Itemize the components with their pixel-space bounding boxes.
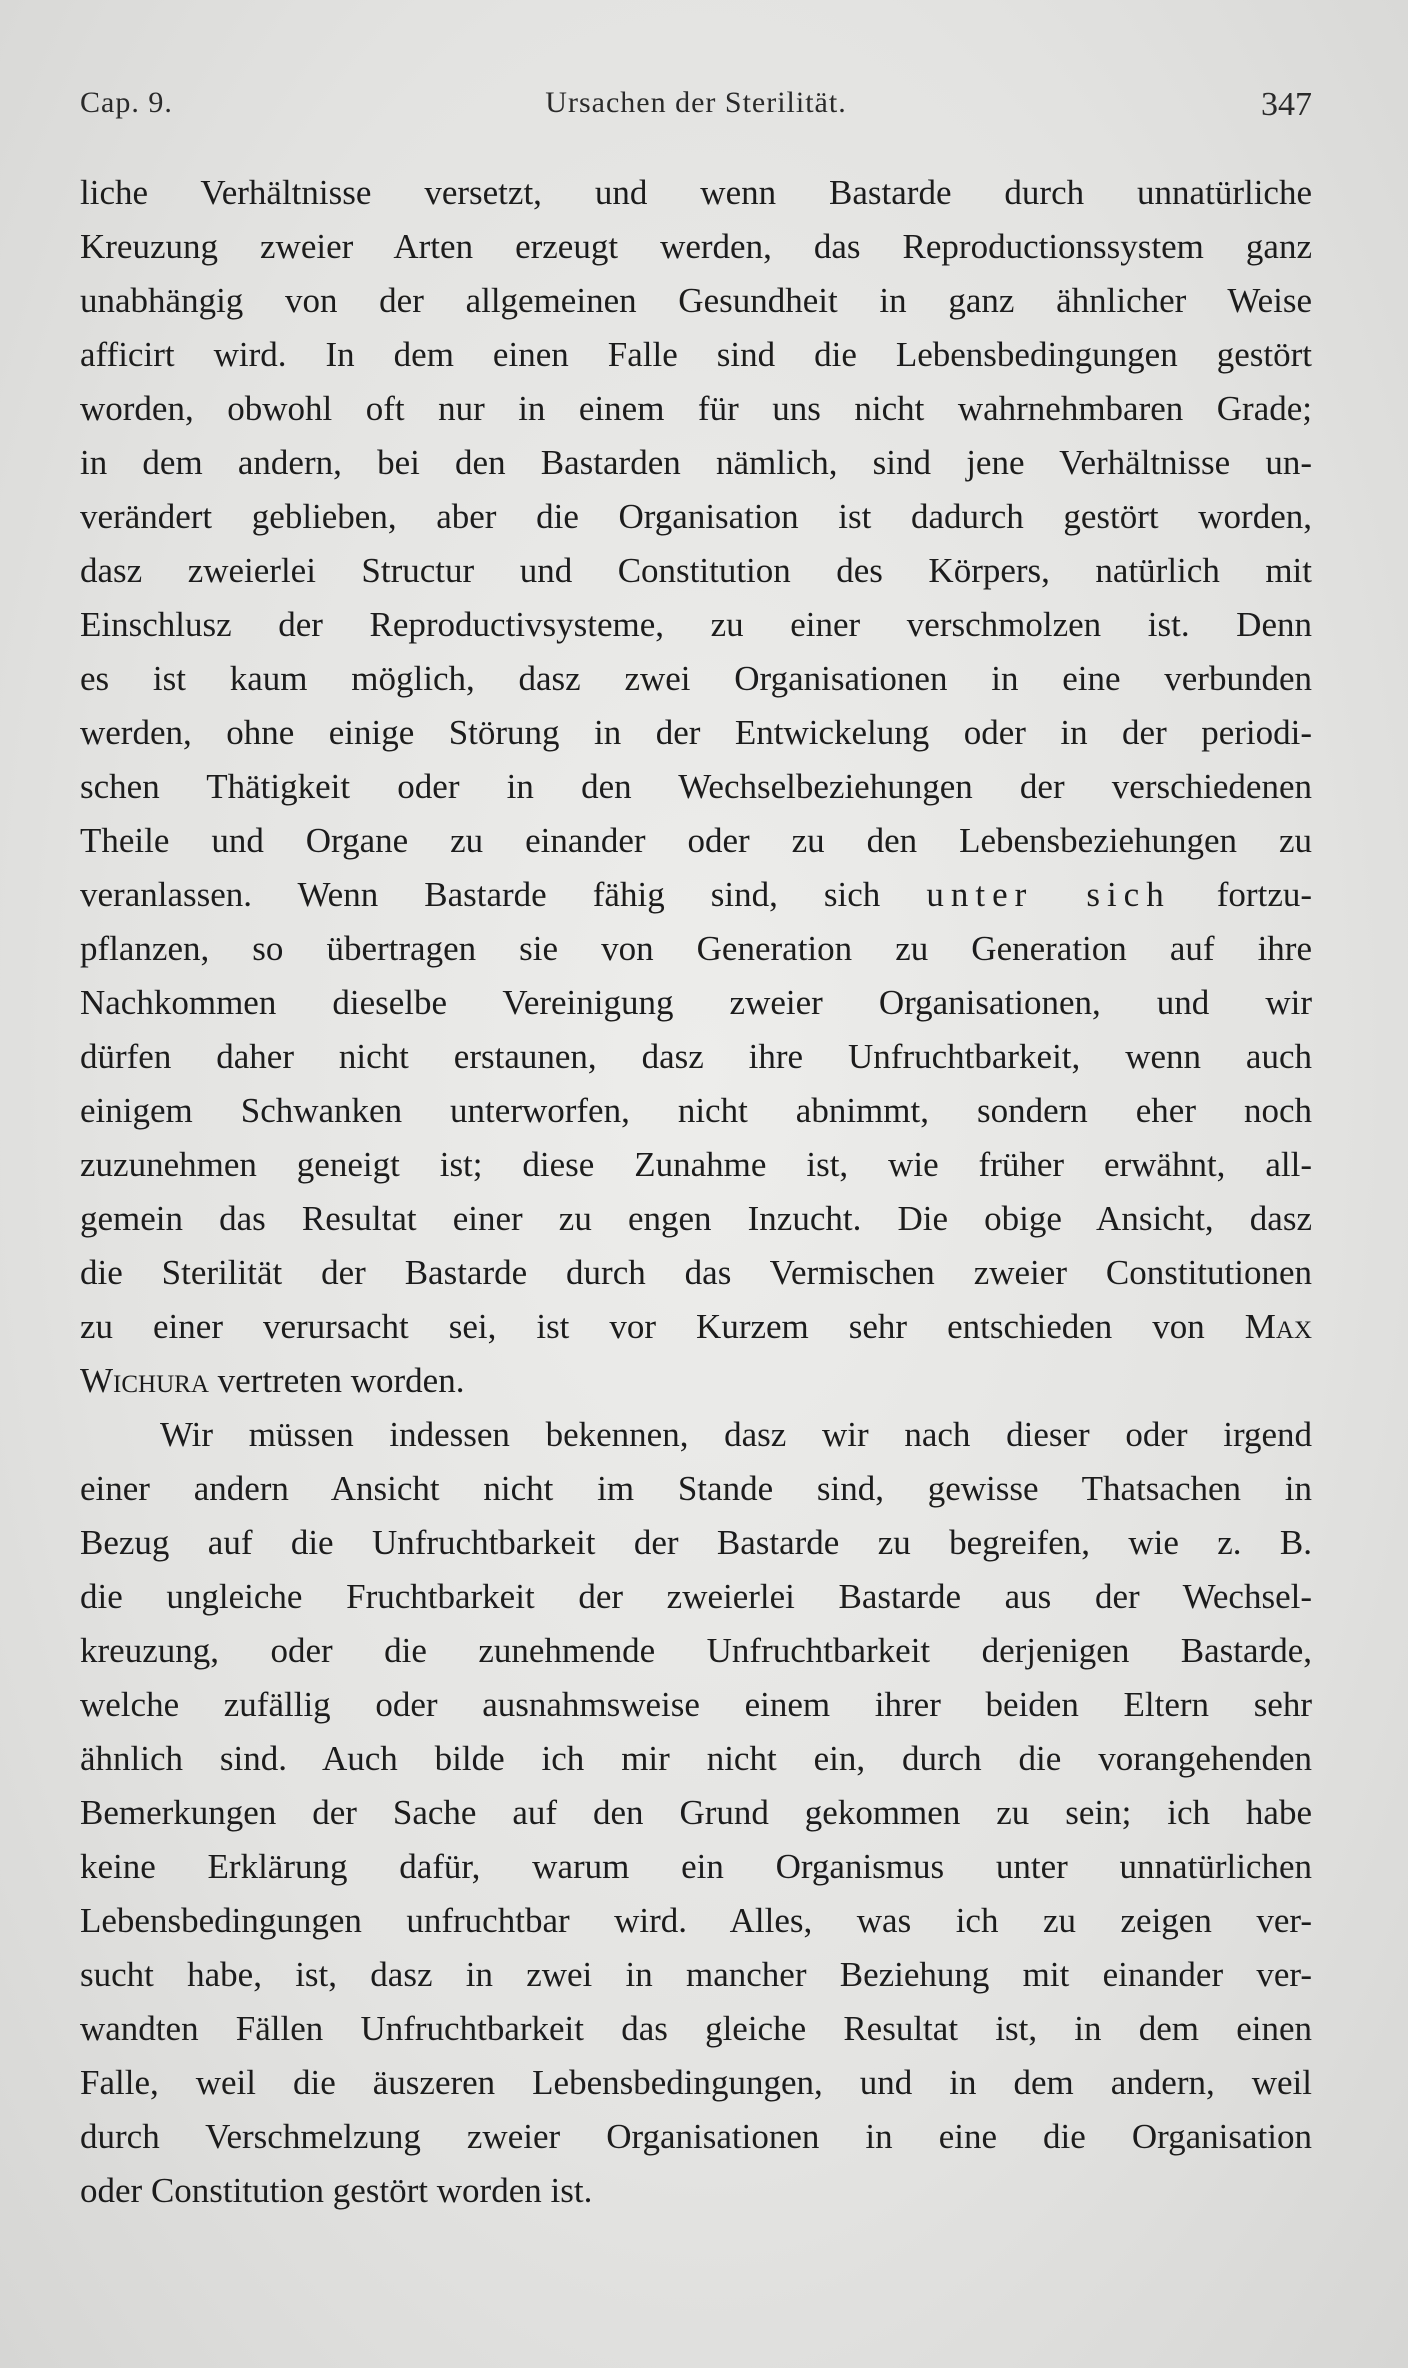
- text-line: dasz zweierlei Structur und Constitution des Körpers, natürlich mit: [80, 551, 1312, 590]
- text-line: dürfen daher nicht erstaunen, dasz ihre Unfruchtbarkeit, wenn auch: [80, 1037, 1312, 1076]
- text-line: sucht habe, ist, dasz in zwei in mancher Beziehung mit einander ver-: [80, 1955, 1312, 1994]
- text-line: Bemerkungen der Sache auf den Grund gekommen zu sein; ich habe: [80, 1793, 1312, 1832]
- text-line: einer andern Ansicht nicht im Stande sind, gewisse Thatsachen in: [80, 1469, 1312, 1508]
- text-line: schen Thätigkeit oder in den Wechselbeziehungen der verschiedenen: [80, 767, 1312, 806]
- text-line: die ungleiche Fruchtbarkeit der zweierlei Bastarde aus der Wechsel-: [80, 1577, 1312, 1616]
- text-line: worden, obwohl oft nur in einem für uns nicht wahrnehmbaren Grade;: [80, 389, 1312, 428]
- text-line: durch Verschmelzung zweier Organisationen in eine die Organisation: [80, 2117, 1312, 2156]
- text-line: Kreuzung zweier Arten erzeugt werden, das Reproductionssystem ganz: [80, 227, 1312, 266]
- text-line: werden, ohne einige Störung in der Entwickelung oder in der periodi-: [80, 713, 1312, 752]
- running-title: Ursachen der Sterilität.: [545, 86, 847, 119]
- text-line: pflanzen, so übertragen sie von Generation zu Generation auf ihre: [80, 929, 1312, 968]
- text-line: gemein das Resultat einer zu engen Inzucht. Die obige Ansicht, dasz: [80, 1199, 1312, 1238]
- text-line: Lebensbedingungen unfruchtbar wird. Alles, was ich zu zeigen ver-: [80, 1901, 1312, 1940]
- text-line: verändert geblieben, aber die Organisation ist dadurch gestört worden,: [80, 497, 1312, 536]
- text-line: welche zufällig oder ausnahmsweise einem ihrer beiden Eltern sehr: [80, 1685, 1312, 1724]
- text-line: oder Constitution gestört worden ist.: [80, 2171, 593, 2210]
- text-line: Nachkommen dieselbe Vereinigung zweier Organisationen, und wir: [80, 983, 1312, 1022]
- text-line: unabhängig von der allgemeinen Gesundheit in ganz ähnlicher Weise: [80, 281, 1312, 320]
- text-line: zuzunehmen geneigt ist; diese Zunahme ist, wie früher erwähnt, all-: [80, 1145, 1312, 1184]
- text-line: wandten Fällen Unfruchtbarkeit das gleiche Resultat ist, in dem einen: [80, 2009, 1312, 2048]
- text-line: die Sterilität der Bastarde durch das Vermischen zweier Constitutionen: [80, 1253, 1312, 1292]
- text-line: keine Erklärung dafür, warum ein Organismus unter unnatürlichen: [80, 1847, 1312, 1886]
- author-name-smallcaps: Max: [1244, 1307, 1312, 1346]
- text-line: kreuzung, oder die zunehmende Unfruchtbarkeit derjenigen Bastarde,: [80, 1631, 1312, 1670]
- text-line: es ist kaum möglich, dasz zwei Organisationen in eine verbunden: [80, 659, 1312, 698]
- text-line: Falle, weil die äuszeren Lebensbedingungen, und in dem andern, weil: [80, 2063, 1312, 2102]
- text-line: ähnlich sind. Auch bilde ich mir nicht ein, durch die vorangehenden: [80, 1739, 1312, 1778]
- page-number: 347: [1261, 86, 1312, 123]
- text-line: einigem Schwanken unterworfen, nicht abnimmt, sondern eher noch: [80, 1091, 1312, 1130]
- text-line: liche Verhältnisse versetzt, und wenn Bastarde durch unnatürliche: [80, 173, 1312, 212]
- emphasis-spaced: unter sich: [926, 875, 1171, 914]
- text-line: Theile und Organe zu einander oder zu den Lebensbeziehungen zu: [80, 821, 1312, 860]
- body-text: [80, 166, 1312, 2218]
- text-line: afficirt wird. In dem einen Falle sind die Lebensbedingungen gestört: [80, 335, 1312, 374]
- text-line: Bezug auf die Unfruchtbarkeit der Bastarde zu begreifen, wie z. B.: [80, 1523, 1312, 1562]
- text-line: Wichura vertreten worden.: [80, 1361, 465, 1400]
- text-line: veranlassen. Wenn Bastarde fähig sind, sich unter sich fortzu-: [80, 875, 1312, 914]
- text-line: Einschlusz der Reproductivsysteme, zu einer verschmolzen ist. Denn: [80, 605, 1312, 644]
- author-name-smallcaps: Wichura: [80, 1361, 209, 1400]
- chapter-label: Cap. 9.: [80, 86, 173, 119]
- text-line: zu einer verursacht sei, ist vor Kurzem sehr entschieden von Max: [80, 1307, 1312, 1346]
- text-line: in dem andern, bei den Bastarden nämlich, sind jene Verhältnisse un-: [80, 443, 1312, 482]
- paragraph-start-line: Wir müssen indessen bekennen, dasz wir nach dieser oder irgend: [160, 1415, 1312, 1454]
- running-header: [80, 86, 1312, 136]
